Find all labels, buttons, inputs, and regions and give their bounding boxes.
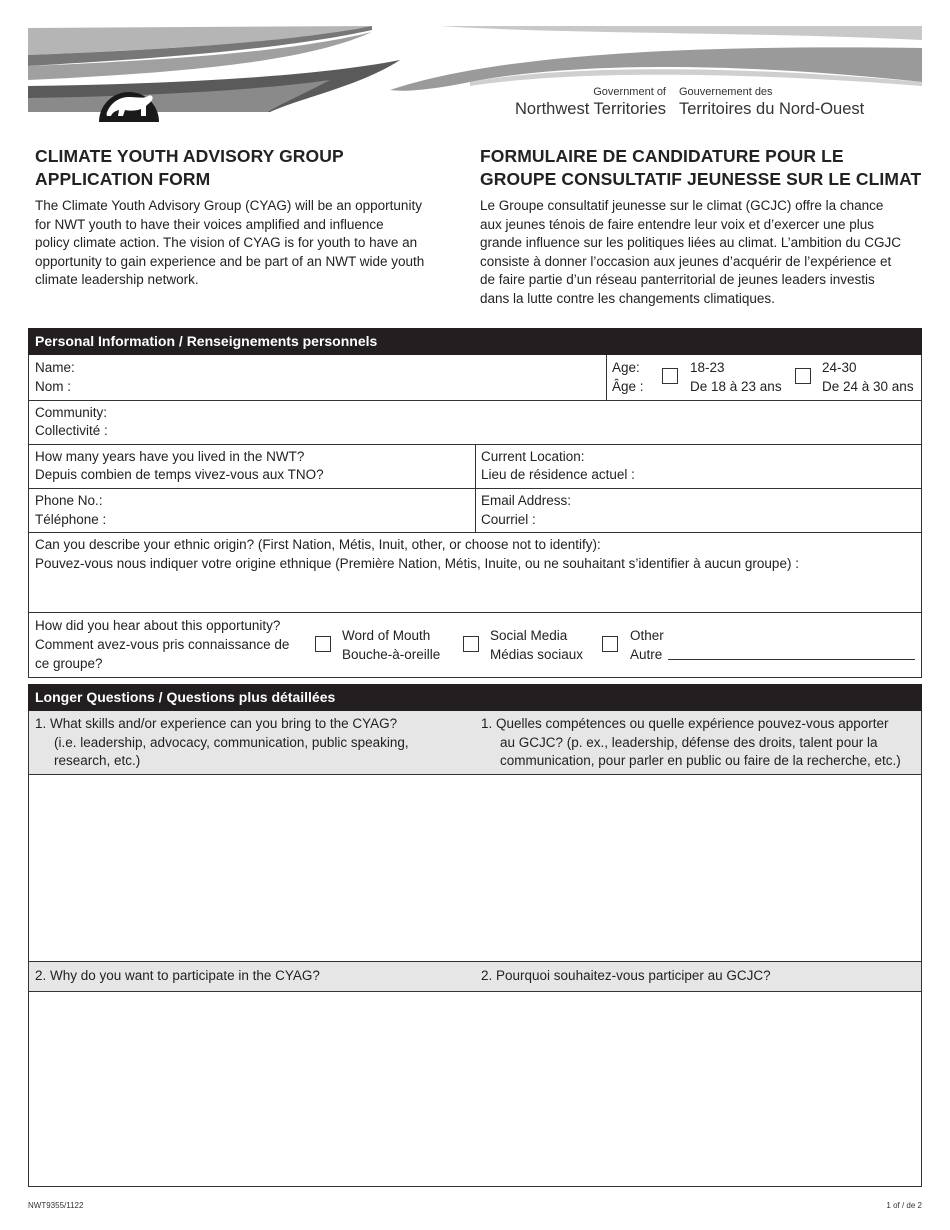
page-title-fr bbox=[480, 145, 921, 191]
intro-en bbox=[35, 197, 424, 290]
q2-en: 2. Why do you want to participate in the CYAG? bbox=[35, 968, 320, 983]
age-opt1-fr: De 18 à 23 ans bbox=[690, 379, 782, 394]
hear-label-line1: How did you hear about this opportunity? bbox=[35, 618, 281, 633]
social-media-checkbox[interactable] bbox=[463, 636, 479, 652]
age-18-23-checkbox[interactable] bbox=[662, 368, 678, 384]
q2-answer-area[interactable] bbox=[29, 992, 921, 1185]
age-label-en: Age: bbox=[612, 360, 640, 375]
q1-fr-line1: 1. Quelles compétences ou quelle expérience pouvez-vous apporter bbox=[481, 716, 889, 731]
phone-label-en: Phone No.: bbox=[35, 493, 103, 508]
other-checkbox[interactable] bbox=[602, 636, 618, 652]
q1-fr-line3: communication, pour parler en public ou faire de la recherche, etc.) bbox=[500, 753, 901, 768]
longer-questions-heading: Longer Questions / Questions plus détaillées bbox=[28, 684, 922, 711]
intro-fr-line: grande influence sur les politiques liées au climat. L’ambition du CGJC bbox=[480, 235, 901, 250]
location-label-fr: Lieu de résidence actuel : bbox=[481, 467, 635, 482]
age-24-30-checkbox[interactable] bbox=[795, 368, 811, 384]
gov-name-fr bbox=[679, 86, 864, 119]
gov-name-en bbox=[500, 86, 666, 119]
q1-en-line3: research, etc.) bbox=[54, 753, 141, 768]
intro-fr-line: consiste à donner l’occasion aux jeunes d’acquérir de l’expérience et bbox=[480, 253, 892, 269]
intro-fr-line: dans la lutte contre les changements climatiques. bbox=[480, 290, 775, 306]
phone-field[interactable] bbox=[28, 488, 475, 532]
age-label-fr: Âge : bbox=[612, 379, 644, 394]
bear-logo-icon bbox=[96, 66, 162, 124]
intro-en-line: for NWT youth to have their voices amplified and influence bbox=[35, 216, 384, 232]
years-in-nwt-field[interactable] bbox=[28, 444, 475, 488]
name-label-fr: Nom : bbox=[35, 379, 72, 394]
hear-opt1-en: Word of Mouth bbox=[342, 628, 431, 643]
ethnic-label-en: Can you describe your ethnic origin? (First Nation, Métis, Inuit, other, or choose not to identify): bbox=[35, 537, 601, 552]
age-opt2-fr: De 24 à 30 ans bbox=[822, 379, 914, 394]
community-label-fr: Collectivité : bbox=[35, 423, 108, 438]
word-of-mouth-checkbox[interactable] bbox=[315, 636, 331, 652]
title-fr-line2: GROUPE CONSULTATIF JEUNESSE SUR LE CLIMAT bbox=[480, 169, 922, 189]
hear-opt1-fr: Bouche-à-oreille bbox=[342, 647, 441, 662]
gov-fr-small: Gouvernement des bbox=[679, 86, 773, 98]
ethnic-origin-field[interactable] bbox=[28, 532, 922, 612]
q2-fr: 2. Pourquoi souhaitez-vous participer au GCJC? bbox=[481, 968, 771, 983]
hear-opt2-en: Social Media bbox=[490, 628, 568, 643]
gov-fr-big: Territoires du Nord-Ouest bbox=[679, 100, 865, 118]
form-number: NWT9355/1122 bbox=[28, 1201, 84, 1210]
q1-fr-line2: au GCJC? (p. ex., leadership, défense des droits, talent pour la bbox=[500, 735, 878, 750]
intro-en-line: policy climate action. The vision of CYAG is for youth to have an bbox=[35, 235, 418, 250]
ethnic-label-fr: Pouvez-vous nous indiquer votre origine ethnique (Première Nation, Métis, Inuite, ou ne souhaitant s’identifier à aucun groupe) : bbox=[35, 556, 799, 571]
title-en-line1: CLIMATE YOUTH ADVISORY GROUP bbox=[35, 146, 344, 166]
intro-fr-line: aux jeunes ténois de faire entendre leur voix et d’exercer une plus bbox=[480, 216, 874, 232]
current-location-field[interactable] bbox=[475, 444, 922, 488]
email-label-en: Email Address: bbox=[481, 493, 572, 508]
column-divider bbox=[606, 355, 607, 400]
title-fr-line1: FORMULAIRE DE CANDIDATURE POUR LE bbox=[480, 146, 844, 166]
gov-en-big: Northwest Territories bbox=[515, 100, 666, 118]
q1-answer-area[interactable] bbox=[29, 775, 921, 961]
personal-info-heading: Personal Information / Renseignements personnels bbox=[28, 328, 922, 355]
gov-en-small: Government of bbox=[593, 86, 666, 98]
years-label-fr: Depuis combien de temps vivez-vous aux TNO? bbox=[35, 467, 324, 482]
other-text-input[interactable] bbox=[668, 659, 915, 660]
hear-label-line2: Comment avez-vous pris connaissance de bbox=[35, 637, 290, 652]
row-divider bbox=[28, 612, 922, 613]
title-en-line2: APPLICATION FORM bbox=[35, 169, 211, 189]
years-label-en: How many years have you lived in the NWT? bbox=[35, 449, 305, 464]
hear-opt3-fr: Autre bbox=[630, 647, 663, 662]
intro-en-line: The Climate Youth Advisory Group (CYAG) will be an opportunity bbox=[35, 198, 422, 213]
intro-fr bbox=[480, 197, 901, 308]
age-opt2-en: 24-30 bbox=[822, 360, 857, 375]
intro-fr-line: de faire partie d’un réseau panterritorial de jeunes leaders investis bbox=[480, 272, 875, 287]
email-label-fr: Courriel : bbox=[481, 512, 536, 527]
hear-label-line3: ce groupe? bbox=[35, 656, 103, 671]
q1-en-line1: 1. What skills and/or experience can you bring to the CYAG? bbox=[35, 716, 398, 731]
location-label-en: Current Location: bbox=[481, 449, 585, 464]
intro-en-line: opportunity to gain experience and be part of an NWT wide youth bbox=[35, 253, 425, 269]
intro-en-line: climate leadership network. bbox=[35, 272, 199, 287]
email-field[interactable] bbox=[475, 488, 922, 532]
hear-opt2-fr: Médias sociaux bbox=[490, 647, 584, 662]
name-label-en: Name: bbox=[35, 360, 75, 375]
name-field[interactable] bbox=[28, 355, 606, 400]
hear-opt3-en: Other bbox=[630, 628, 664, 643]
age-opt1-en: 18-23 bbox=[690, 360, 725, 375]
page-number: 1 of / de 2 bbox=[886, 1201, 922, 1210]
community-label-en: Community: bbox=[35, 405, 108, 420]
community-field[interactable] bbox=[28, 400, 922, 444]
phone-label-fr: Téléphone : bbox=[35, 512, 107, 527]
page-title-en bbox=[35, 145, 344, 191]
q1-en-line2: (i.e. leadership, advocacy, communication, public speaking, bbox=[54, 735, 409, 750]
intro-fr-line: Le Groupe consultatif jeunesse sur le climat (GCJC) offre la chance bbox=[480, 198, 884, 213]
